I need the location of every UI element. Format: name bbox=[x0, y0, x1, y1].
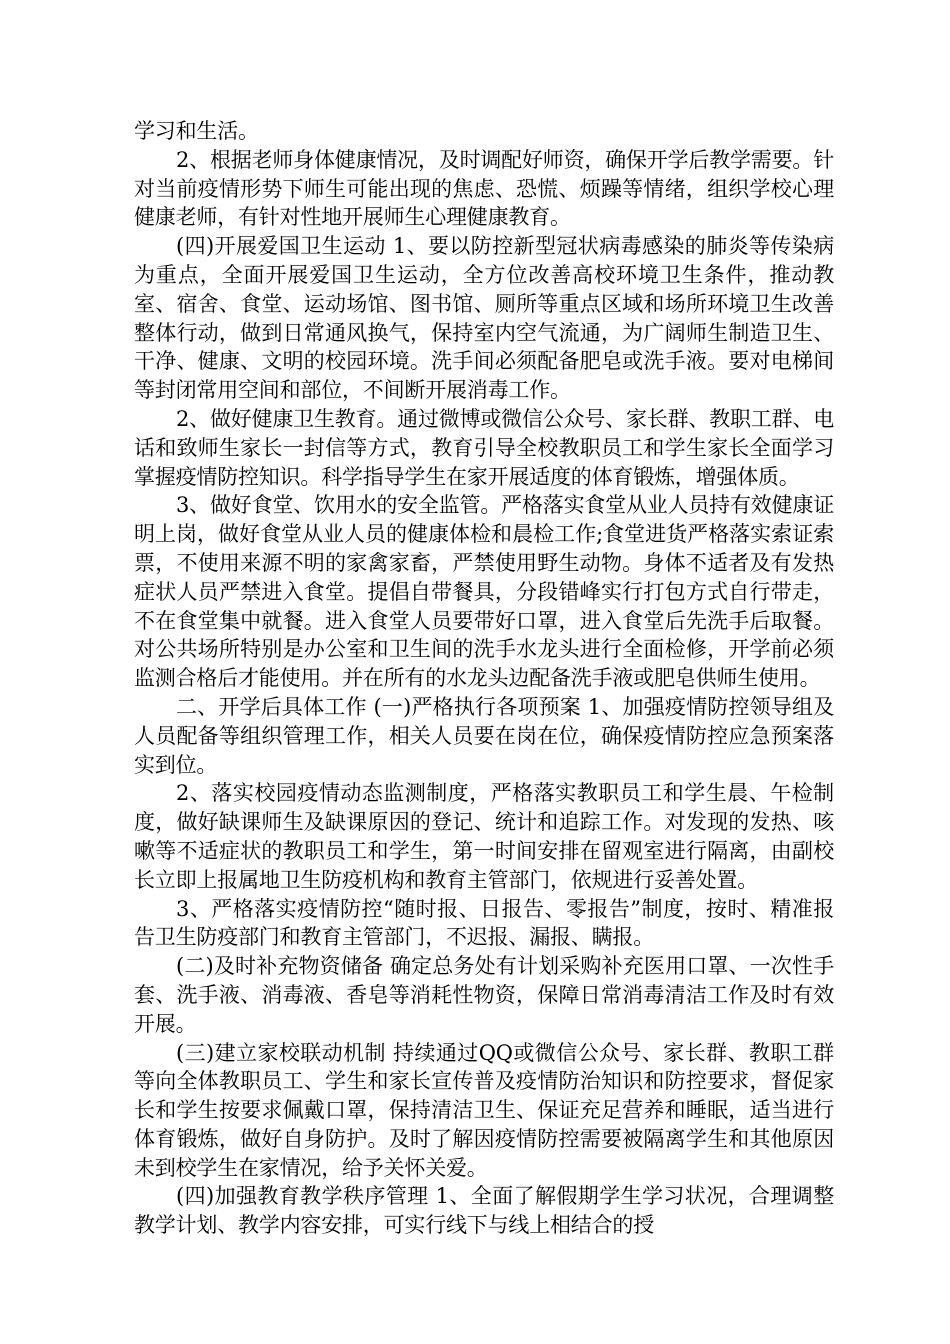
document-body bbox=[134, 117, 834, 1240]
paragraph-10: (三)建立家校联动机制 持续通过QQ或微信公众号、家长群、教职工群等向全体教职员工、学生和家长宣传普及疫情防治知识和防控要求，督促家长和学生按要求佩戴口罩，保持清洁卫生、保证充足营养和睡眠，适当进行体育锻炼，做好自身防护。及时了解因疫情防控需要被隔离学生和其他原因未到校学生在家情况，给予关怀关爱。 bbox=[134, 1040, 834, 1180]
paragraph-5: 3、做好食堂、饮用水的安全监管。严格落实食堂从业人员持有效健康证明上岗，做好食堂从业人员的健康体检和晨检工作;食堂进货严格落实索证索票，不使用来源不明的家禽家畜，严禁使用野生动物。身体不适者及有发热症状人员严禁进入食堂。提倡自带餐具，分段错峰实行打包方式自行带走，不在食堂集中就餐。进入食堂人员要带好口罩，进入食堂后先洗手后取餐。对公共场所特别是办公室和卫生间的洗手水龙头进行全面检修，开学前必须监测合格后才能使用。并在所有的水龙头边配备洗手液或肥皂供师生使用。 bbox=[134, 493, 834, 691]
paragraph-9: (二)及时补充物资储备 确定总务处有计划采购补充医用口罩、一次性手套、洗手液、消毒液、香皂等消耗性物资，保障日常消毒清洁工作及时有效开展。 bbox=[134, 954, 834, 1036]
paragraph-6: 二、开学后具体工作 (一)严格执行各项预案 1、加强疫情防控领导组及人员配备等组织管理工作，相关人员要在岗在位，确保疫情防控应急预案落实到位。 bbox=[134, 694, 834, 777]
paragraph-8: 3、严格落实疫情防控“随时报、日报告、零报告”制度，按时、精准报告卫生防疫部门和教育主管部门，不迟报、漏报、瞒报。 bbox=[134, 896, 834, 950]
paragraph-4: 2、做好健康卫生教育。通过微博或微信公众号、家长群、教职工群、电话和致师生家长一封信等方式，教育引导全校教职员工和学生家长全面学习掌握疫情防控知识。科学指导学生在家开展适度的体育锻炼，增强体质。 bbox=[134, 406, 834, 489]
paragraph-3: (四)开展爱国卫生运动 1、要以防控新型冠状病毒感染的肺炎等传染病为重点，全面开展爱国卫生运动，全方位改善高校环境卫生条件，推动教室、宿舍、食堂、运动场馆、图书馆、厕所等重点区域和场所环境卫生改善整体行动，做到日常通风换气，保持室内空气流通，为广阔师生制造卫生、干净、健康、文明的校园环境。洗手间必须配备肥皂或洗手液。要对电梯间等封闭常用空间和部位，不间断开展消毒工作。 bbox=[134, 234, 834, 403]
paragraph-2: 2、根据老师身体健康情况，及时调配好师资，确保开学后教学需要。针对当前疫情形势下师生可能出现的焦虑、恐慌、烦躁等情绪，组织学校心理健康老师，有针对性地开展师生心理健康教育。 bbox=[134, 147, 834, 230]
paragraph-1: 学习和生活。 bbox=[134, 119, 259, 143]
paragraph-11: (四)加强教育教学秩序管理 1、全面了解假期学生学习状况，合理调整教学计划、教学内容安排，可实行线下与线上相结合的授 bbox=[134, 1184, 834, 1238]
paragraph-7: 2、落实校园疫情动态监测制度，严格落实教职员工和学生晨、午检制度，做好缺课师生及缺课原因的登记、统计和追踪工作。对发现的发热、咳嗽等不适症状的教职员工和学生，第一时间安排在留观室进行隔离，由副校长立即上报属地卫生防疫机构和教育主管部门，依规进行妥善处置。 bbox=[134, 781, 834, 892]
